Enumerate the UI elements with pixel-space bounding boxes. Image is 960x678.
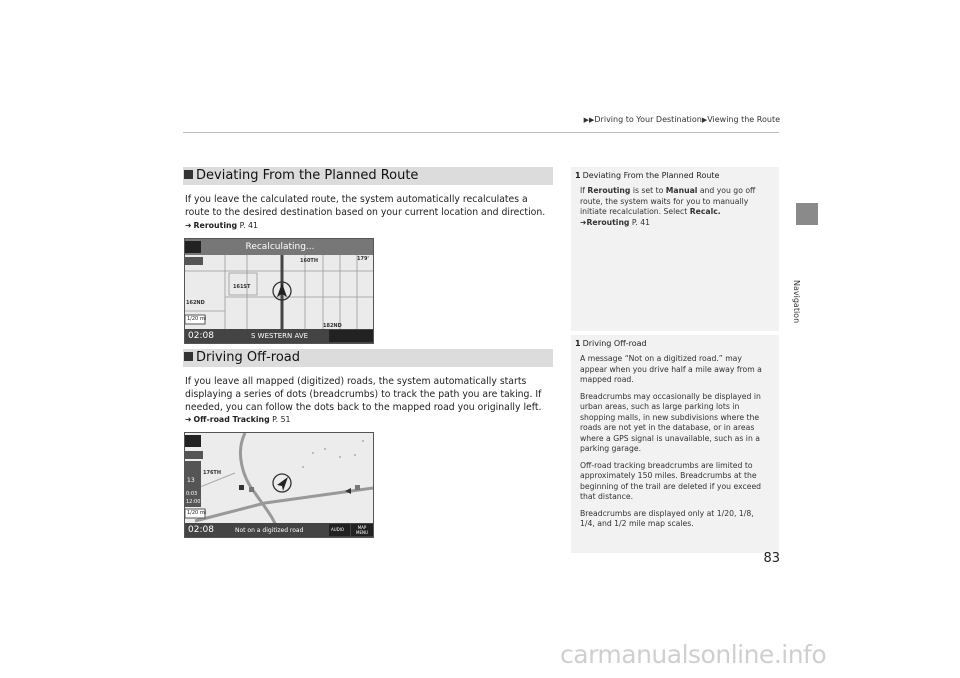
breadcrumb-arrow-icon: ▶▶ (583, 116, 595, 124)
section-title: Driving Off-road (196, 350, 301, 365)
map-distance: 13 (187, 477, 195, 484)
header-rule (183, 132, 779, 133)
map-status-bar: Not on a digitized road (235, 527, 304, 534)
note-paragraph: Breadcrumbs are displayed only at 1/20, 1/8, 1/4, and 1/2 mile map scales. (580, 508, 754, 528)
xref-label: Rerouting (586, 217, 630, 227)
note-paragraph: A message “Not on a digitized road.” may appear when you drive half a mile away from a mapped road. (580, 354, 762, 384)
xref-label: Off-road Tracking (193, 415, 270, 424)
map-graphic (185, 433, 373, 537)
map-clock: 12:00 (186, 499, 201, 505)
note-title: Deviating From the Planned Route (582, 171, 720, 180)
reference-arrow-icon: ➜ (185, 415, 192, 424)
page-number: 83 (763, 551, 780, 566)
map-street-label: 179' (357, 256, 369, 262)
note-text-part: If (580, 186, 588, 195)
section-title: Deviating From the Planned Route (196, 168, 419, 183)
map-banner: Recalculating... (245, 242, 315, 252)
map-street-label: 161ST (233, 284, 251, 290)
map-screenshot-offroad (184, 432, 374, 538)
note-text (580, 354, 770, 536)
map-scale: 1/20 mi (187, 510, 207, 516)
breadcrumb-part-2: Viewing the Route (707, 115, 780, 124)
section-heading-deviating (183, 167, 553, 185)
map-time: 02:08 (188, 525, 214, 535)
note-paragraph: Breadcrumbs may occasionally be displayed in urban areas, such as large parking lots in shopping malls, in new subdivisions where the roads are not yet in the database, or in areas where a GPS signal is unavailable, such as in a parking garage. (580, 391, 761, 453)
map-street-label: 176TH (203, 470, 222, 476)
side-tab-marker (796, 203, 818, 225)
note-paragraph: Off-road tracking breadcrumbs are limited to approximately 150 miles. Breadcrumbs at the beginning of the trail are deleted if you exceed that distance. (580, 460, 762, 501)
section-heading-offroad (183, 349, 553, 367)
breadcrumb (560, 115, 780, 124)
reference-arrow-icon: ➜ (580, 217, 587, 227)
xref-label: Rerouting (193, 221, 238, 230)
note-xref[interactable] (580, 218, 650, 227)
map-street-label: 162ND (186, 300, 205, 306)
map-street-label: 160TH (300, 258, 319, 264)
note-title: Driving Off-road (582, 339, 647, 348)
section-body: If you leave all mapped (digitized) roads, the system automatically starts displaying a series of dots (breadcrumbs) to track the path you are taking. If needed, you can follow the dots back to the mapped road you originally left. (185, 376, 542, 413)
note-bold: Manual (665, 186, 698, 195)
watermark: carmanualsonline.info (560, 640, 827, 669)
note-heading (575, 339, 647, 348)
note-number-icon: 1 (575, 171, 581, 180)
xref-page: P. 41 (631, 217, 650, 227)
breadcrumb-arrow-icon: ▶ (701, 116, 708, 124)
map-audio-button: AUDIO (331, 527, 345, 532)
note-text (580, 186, 770, 228)
map-menu-button: MAP MENU (356, 525, 368, 535)
map-street-bar: S WESTERN AVE (251, 332, 309, 340)
note-text-part: and you go off route, the system waits for you to manually initiate recalculation. Select (580, 186, 756, 216)
xref-page: P. 41 (239, 221, 258, 230)
note-bold: Rerouting (587, 186, 631, 195)
cross-reference[interactable] (185, 415, 291, 424)
map-time: 02:08 (188, 331, 214, 341)
note-number-icon: 1 (575, 339, 581, 348)
map-street-label: 182ND (323, 323, 342, 329)
breadcrumb-part-1: Driving to Your Destination (594, 115, 702, 124)
square-bullet-icon (184, 170, 193, 179)
map-scale: 1/20 mi (187, 316, 207, 322)
section-body: If you leave the calculated route, the system automatically recalculates a route to the desired destination based on your current location and direction. (185, 194, 546, 218)
cross-reference[interactable] (185, 221, 258, 230)
map-graphic (185, 239, 373, 343)
side-tab-label: Navigation (792, 280, 801, 324)
side-tab (789, 230, 825, 324)
square-bullet-icon (184, 352, 193, 361)
map-screenshot-recalculating (184, 238, 374, 344)
note-heading (575, 171, 719, 180)
map-eta: 0:03 (186, 491, 198, 497)
reference-arrow-icon: ➜ (185, 221, 192, 230)
note-bold: Recalc. (689, 207, 721, 216)
note-text-part: is set to (630, 186, 666, 195)
xref-page: P. 51 (272, 415, 291, 424)
